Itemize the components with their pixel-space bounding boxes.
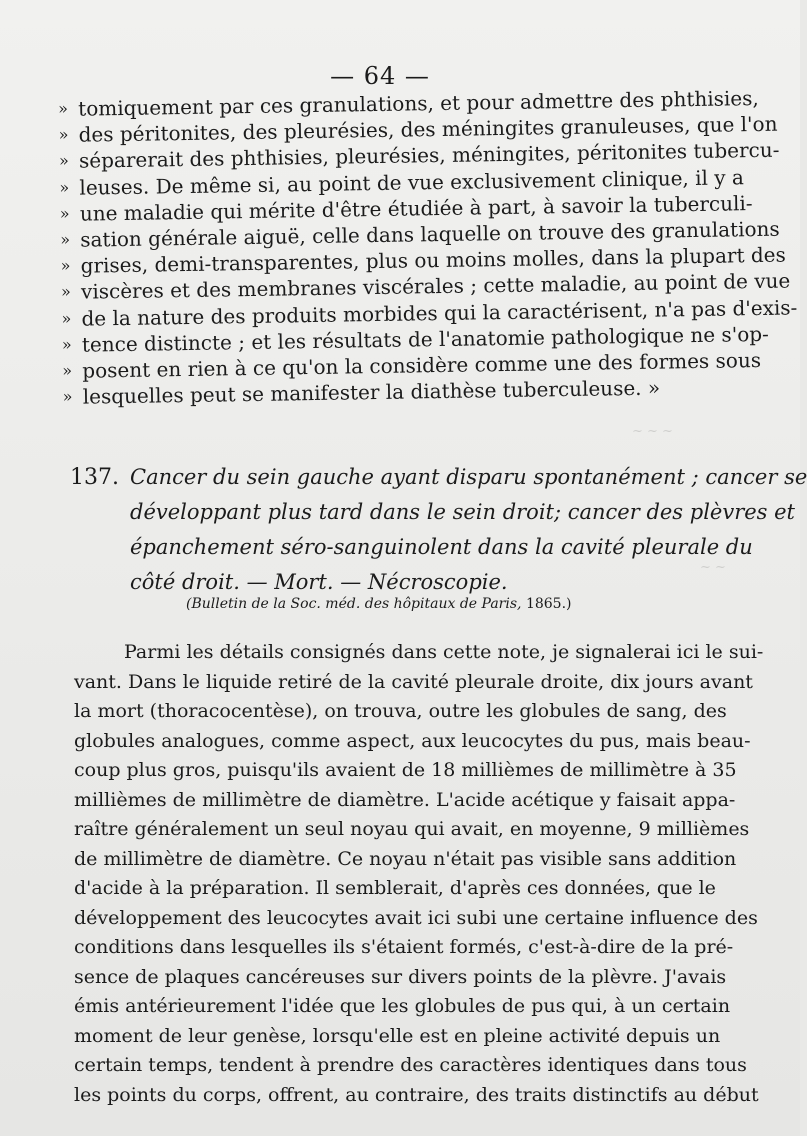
- quote-line-text: tomiquement par ces granulations, et pour admettre des phthisies,: [78, 85, 759, 121]
- quote-line-text: viscères et des membranes viscérales ; cette maladie, au point de vue: [80, 268, 791, 304]
- source-citation: [186, 596, 571, 612]
- body-line: développement des leucocytes avait ici subi une certaine influence des: [74, 906, 758, 929]
- quote-line-text: posent en rien à ce qu'on la considère comme une des formes sous: [82, 347, 762, 383]
- guillemet-mark: »: [58, 98, 69, 118]
- case-title-line: développant plus tard dans le sein droit; cancer des plèvres et: [130, 500, 795, 524]
- guillemet-mark: »: [59, 203, 70, 223]
- guillemet-mark: »: [60, 282, 72, 302]
- show-through-smudge: ~ ~: [700, 560, 726, 575]
- body-line: émis antérieurement l'idée que les globules de pus qui, à un certain: [74, 995, 731, 1017]
- case-heading: [70, 460, 807, 600]
- body-line: d'acide à la préparation. Il semblerait, d'après ces données, que le: [74, 877, 716, 899]
- body-line: les points du corps, offrent, au contraire, des traits distinctifs au début: [74, 1083, 759, 1106]
- guillemet-mark: »: [60, 229, 71, 249]
- body-line: certain temps, tendent à prendre des caractères identiques dans tous: [74, 1054, 747, 1076]
- case-title-line: Cancer du sein gauche ayant disparu spontanément ; cancer se: [130, 465, 807, 489]
- body-line: vant. Dans le liquide retiré de la cavité pleurale droite, dix jours avant: [74, 670, 753, 693]
- quote-line-text: lesquelles peut se manifester la diathèse tuberculeuse. »: [82, 375, 661, 409]
- body-line: globules analogues, comme aspect, aux leucocytes du pus, mais beau-: [74, 729, 751, 752]
- quote-line-text: grises, demi-transparentes, plus ou moins molles, dans la plupart des: [80, 242, 786, 278]
- source-year: 1865.): [525, 596, 572, 612]
- quote-line-text: une maladie qui mérite d'être étudiée à part, à savoir la tuberculi-: [79, 190, 753, 226]
- case-title-line: épanchement séro-sanguinolent dans la cavité pleurale du: [130, 535, 753, 559]
- case-number: 137.: [70, 465, 119, 490]
- body-line: coup plus gros, puisqu'ils avaient de 18 millièmes de millimètre à 35: [74, 759, 737, 781]
- guillemet-mark: »: [60, 255, 71, 276]
- case-title: [130, 460, 807, 600]
- guillemet-mark: »: [58, 125, 69, 145]
- source-citation-text: (Bulletin de la Soc. méd. des hôpitaux de Paris,: [186, 596, 522, 612]
- quote-line-text: des péritonites, des pleurésies, des méningites granuleuses, que l'on: [78, 111, 778, 147]
- guillemet-mark: »: [62, 360, 73, 380]
- guillemet-mark: »: [62, 386, 73, 407]
- body-line: conditions dans lesquelles ils s'étaient formés, c'est-à-dire de la pré-: [74, 936, 734, 958]
- guillemet-mark: »: [58, 151, 69, 171]
- guillemet-mark: »: [61, 334, 72, 354]
- body-paragraph: [74, 638, 764, 1110]
- show-through-smudge: ~ ~ ~: [632, 424, 673, 439]
- guillemet-mark: »: [61, 308, 72, 328]
- page-number: — 64 —: [330, 62, 430, 90]
- body-line: Parmi les détails consignés dans cette note, je signalerai ici le sui-: [124, 641, 764, 663]
- case-title-line: côté droit. — Mort. — Nécroscopie.: [130, 570, 508, 594]
- guillemet-mark: »: [59, 177, 70, 197]
- body-line: sence de plaques cancéreuses sur divers points de la plèvre. J'avais: [74, 965, 727, 988]
- body-line: la mort (thoracocentèse), on trouva, outre les globules de sang, des: [74, 700, 727, 722]
- quote-line-text: tence distincte ; et les résultats de l'anatomie pathologique ne s'op-: [81, 321, 769, 357]
- body-line: moment de leur genèse, lorsqu'elle est en pleine activité depuis un: [74, 1024, 721, 1047]
- quote-line-text: leuses. De même si, au point de vue exclusivement clinique, il y a: [79, 164, 745, 200]
- body-line: millièmes de millimètre de diamètre. L'acide acétique y faisait appa-: [74, 788, 736, 811]
- body-line: raître généralement un seul noyau qui avait, en moyenne, 9 millièmes: [74, 818, 750, 840]
- quote-line-text: séparerait des phthisies, pleurésies, méningites, péritonites tubercu-: [78, 138, 780, 174]
- body-line: de millimètre de diamètre. Ce noyau n'était pas visible sans addition: [74, 847, 737, 870]
- quote-line-text: de la nature des produits morbides qui la caractérisent, n'a pas d'exis-: [81, 294, 798, 331]
- quote-line-text: sation générale aiguë, celle dans laquelle on trouve des granulations: [80, 216, 780, 252]
- quotation-block: [58, 85, 798, 410]
